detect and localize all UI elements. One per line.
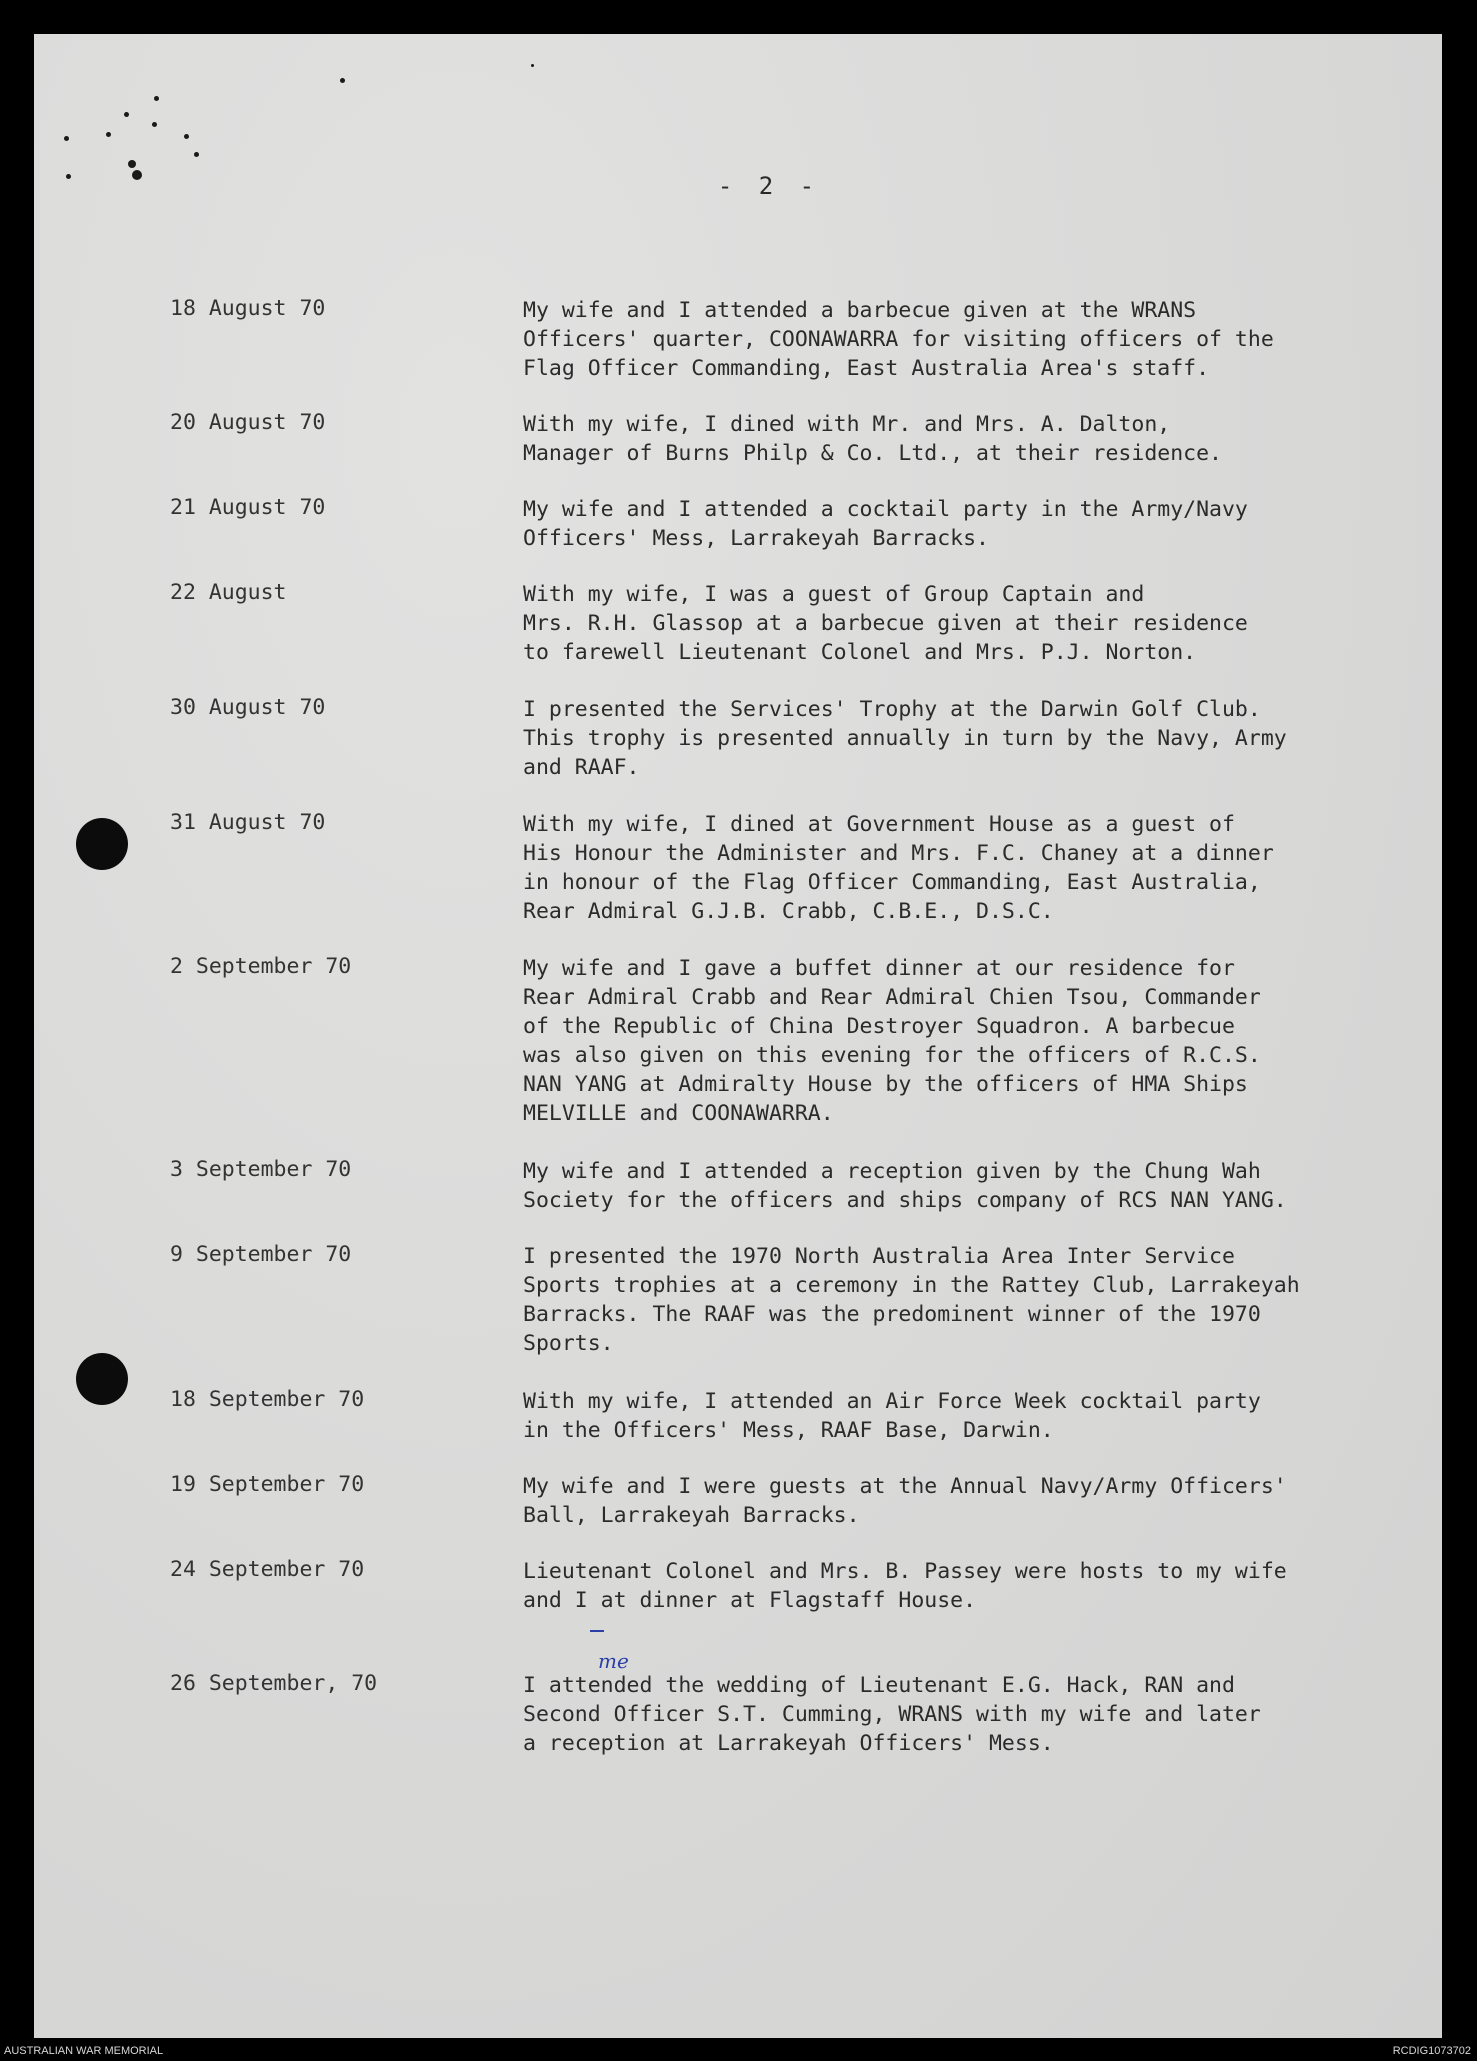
entry-line: Rear Admiral G.J.B. Crabb, C.B.E., D.S.C. xyxy=(523,899,1054,924)
paper-speck xyxy=(152,122,157,127)
strikethrough-mark xyxy=(590,1630,604,1632)
entry-line: With my wife, I dined at Government House as a guest of xyxy=(523,812,1235,837)
entry-text xyxy=(523,1157,1423,1215)
entry-line: Officers' quarter, COONAWARRA for visiting officers of the xyxy=(523,327,1274,352)
paper-speck xyxy=(340,78,345,83)
paper-speck xyxy=(128,160,136,168)
entry-date: 20 August 70 xyxy=(170,410,326,435)
entry-text xyxy=(523,580,1423,667)
paper-speck xyxy=(64,136,69,141)
page-number: - 2 - xyxy=(717,172,821,200)
entry-line: MELVILLE and COONAWARRA. xyxy=(523,1101,834,1126)
entry-line: Rear Admiral Crabb and Rear Admiral Chien Tsou, Commander xyxy=(523,985,1261,1010)
entry-line: Lieutenant Colonel and Mrs. B. Passey were hosts to my wife xyxy=(523,1559,1287,1584)
entry-date: 18 August 70 xyxy=(170,296,326,321)
entry-text xyxy=(523,1242,1423,1358)
entry-date: 26 September, 70 xyxy=(170,1671,378,1696)
paper-speck xyxy=(531,64,534,67)
entry-line: in honour of the Flag Officer Commanding, East Australia, xyxy=(523,870,1261,895)
entry-line: With my wife, I dined with Mr. and Mrs. A. Dalton, xyxy=(523,412,1171,437)
entry-line: Manager of Burns Philp & Co. Ltd., at their residence. xyxy=(523,441,1222,466)
entry-line: Ball, Larrakeyah Barracks. xyxy=(523,1503,860,1528)
entry-date: 30 August 70 xyxy=(170,695,326,720)
entry-date: 19 September 70 xyxy=(170,1472,365,1497)
entry-line: My wife and I attended a cocktail party in the Army/Navy xyxy=(523,497,1248,522)
entry-date: 31 August 70 xyxy=(170,810,326,835)
entry-line: Sports trophies at a ceremony in the Rattey Club, Larrakeyah xyxy=(523,1273,1300,1298)
entry-line: a reception at Larrakeyah Officers' Mess. xyxy=(523,1731,1054,1756)
paper-speck xyxy=(194,152,199,157)
entry-text xyxy=(523,954,1423,1128)
entry-text xyxy=(523,1557,1423,1615)
paper-speck xyxy=(106,132,111,137)
entry-line: Barracks. The RAAF was the predominent winner of the 1970 xyxy=(523,1302,1261,1327)
entry-date: 24 September 70 xyxy=(170,1557,365,1582)
entry-text xyxy=(523,296,1423,383)
entry-text xyxy=(523,695,1423,782)
entry-text xyxy=(523,1671,1423,1758)
entry-line: NAN YANG at Admiralty House by the officers of HMA Ships xyxy=(523,1072,1248,1097)
entry-text xyxy=(523,410,1423,468)
footer-archive-name: AUSTRALIAN WAR MEMORIAL xyxy=(4,2045,164,2057)
entry-line: was also given on this evening for the officers of R.C.S. xyxy=(523,1043,1261,1068)
entry-date: 18 September 70 xyxy=(170,1387,365,1412)
entry-line: I attended the wedding of Lieutenant E.G. Hack, RAN and xyxy=(523,1673,1235,1698)
entry-text xyxy=(523,1472,1423,1530)
entry-line: This trophy is presented annually in turn by the Navy, Army xyxy=(523,726,1287,751)
entry-text xyxy=(523,495,1423,553)
document-page xyxy=(34,34,1442,2038)
entry-date: 22 August xyxy=(170,580,287,605)
paper-speck xyxy=(66,174,71,179)
entry-date: 2 September 70 xyxy=(170,954,352,979)
paper-speck xyxy=(132,170,142,180)
entry-line: Flag Officer Commanding, East Australia Area's staff. xyxy=(523,356,1210,381)
paper-speck xyxy=(124,112,129,117)
handwritten-correction: me xyxy=(598,1649,629,1673)
entry-line: With my wife, I attended an Air Force Week cocktail party xyxy=(523,1389,1261,1414)
entry-line: His Honour the Administer and Mrs. F.C. Chaney at a dinner xyxy=(523,841,1274,866)
paper-speck xyxy=(154,96,159,101)
entry-date: 21 August 70 xyxy=(170,495,326,520)
punch-hole xyxy=(76,1353,128,1405)
entry-date: 9 September 70 xyxy=(170,1242,352,1267)
entry-line: of the Republic of China Destroyer Squadron. A barbecue xyxy=(523,1014,1235,1039)
entry-line: Society for the officers and ships company of RCS NAN YANG. xyxy=(523,1188,1287,1213)
entry-line: Second Officer S.T. Cumming, WRANS with my wife and later xyxy=(523,1702,1261,1727)
entry-line: Sports. xyxy=(523,1331,614,1356)
paper-speck xyxy=(184,134,189,139)
entry-line: My wife and I attended a barbecue given at the WRANS xyxy=(523,298,1197,323)
entry-line: With my wife, I was a guest of Group Captain and xyxy=(523,582,1145,607)
entry-line: My wife and I were guests at the Annual Navy/Army Officers' xyxy=(523,1474,1287,1499)
entry-text xyxy=(523,1387,1423,1445)
entry-line: Mrs. R.H. Glassop at a barbecue given at their residence xyxy=(523,611,1248,636)
entry-line: I presented the Services' Trophy at the Darwin Golf Club. xyxy=(523,697,1261,722)
footer-record-id: RCDIG1073702 xyxy=(1392,2045,1471,2057)
entry-line: and RAAF. xyxy=(523,755,640,780)
entry-line: My wife and I gave a buffet dinner at our residence for xyxy=(523,956,1235,981)
entry-line: I presented the 1970 North Australia Area Inter Service xyxy=(523,1244,1235,1269)
entry-line: My wife and I attended a reception given by the Chung Wah xyxy=(523,1159,1261,1184)
entry-line: in the Officers' Mess, RAAF Base, Darwin. xyxy=(523,1418,1054,1443)
entry-line: and I at dinner at Flagstaff House. xyxy=(523,1588,977,1613)
entry-date: 3 September 70 xyxy=(170,1157,352,1182)
entry-text xyxy=(523,810,1423,926)
entry-line: to farewell Lieutenant Colonel and Mrs. P.J. Norton. xyxy=(523,640,1197,665)
entry-line: Officers' Mess, Larrakeyah Barracks. xyxy=(523,526,989,551)
punch-hole xyxy=(76,818,128,870)
